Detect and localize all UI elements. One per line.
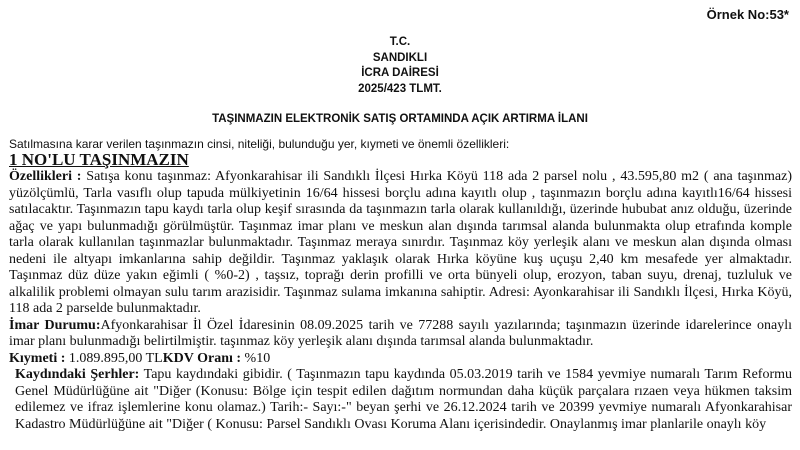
serhler-text: Tapu kaydındaki gibidir. ( Taşınmazın tapu kaydında 05.03.2019 tarih ve 1584 yevmiye numaralı Tarım Reformu Genel Müdürlüğüne ait "Diğer (Konusu: Bölge için tespit edilen dağıtım normundan daha küçük parçalara rızaen veya hükmen taksim edilemez ve ifraz işlemlerine konu olamaz.) Tarih:- Sayı:-" beyan şerhi ve 26.12.2024 tarih ve 20399 yevmiye numaralı Afyonkarahisar Kadastro Müdürlüğüne ait "Diğer ( Konusu: Parsel Sandıklı Ovası Koruma Alanı içerisindedir. Onaylanmış imar planlarile onaylı köy xyxy=(15,367,792,432)
header-line-tc: T.C. xyxy=(389,36,411,48)
header-line-file-number: 2025/423 TLMT. xyxy=(358,82,442,95)
document-body xyxy=(9,169,792,433)
kiymeti-value: 1.089.895,00 TL xyxy=(65,350,163,366)
kiymeti-paragraph xyxy=(9,351,792,368)
ozellikleri-paragraph xyxy=(9,169,792,318)
header-line-district: SANDIKLI xyxy=(372,51,428,64)
serhler-paragraph xyxy=(9,367,792,433)
header-line-office: İCRA DAİRESİ xyxy=(361,67,439,79)
kdv-label: KDV Oranı : xyxy=(162,350,242,366)
sample-number: Örnek No:53* xyxy=(706,7,789,22)
kiymeti-label: Kıymeti : xyxy=(9,350,66,366)
document-title: TAŞINMAZIN ELEKTRONİK SATIŞ ORTAMINDA AÇIK ARTIRMA İLANI xyxy=(212,113,588,125)
court-header xyxy=(0,35,800,97)
imar-paragraph xyxy=(9,318,792,351)
imar-text: Afyonkarahisar İl Özel İdaresinin 08.09.2025 tarih ve 77288 sayılı yazılarında; taşınmazın üzerinde idarelerince onaylı imar planı bulunmadığı belirtilmiştir. taşınmaz köy yerleşik alanı dışında tarımsal alanda bulunmaktadır. xyxy=(9,317,793,349)
imar-label: İmar Durumu: xyxy=(9,317,101,333)
intro-text: Satılmasına karar verilen taşınmazın cinsi, niteliği, bulunduğu yer, kıymeti ve önemli özellikleri: xyxy=(9,137,510,151)
kdv-value: %10 xyxy=(241,350,271,366)
serhler-label: Kaydındaki Şerhler: xyxy=(15,367,140,382)
ozellikleri-text: Satışa konu taşınmaz: Afyonkarahisar ili Sandıklı İlçesi Hırka Köyü 118 ada 2 parsel nolu , 43.595,80 m2 ( ana taşınmaz) yüzölçümlü, Tarla vasıflı olup tapuda mülkiyetinin 16/64 hissesi borçlu adına kayıtlı olup , taşınmazın borçlu adına kayıtlı16/64 hissesi satılacaktır. Taşınmazın tapu kaydı tarla olup keşif sırasında da taşınmazın tarla olarak kullanıldığı, üzerinde hububat anız olduğu, üzerinde ağaç ve yapı bulunmadığı görülmüştür. Taşınmaz imar planı ve meskun alan dışında tarımsal alanda bulunmakta olup etrafında komple tarla olarak kullanılan taşınmazlar bulunmaktadır. Taşınmaz meraya sınırdır. Taşınmaz köy yerleşik alanı ve meskun alan dışında olması nedeni ile altyapı imkanlarına sahip değildir. Taşınmaz yaklaşık olarak Hırka köyüne kuş uçuşu 2,40 km mesafede yer almaktadır. Taşınmaz düz düze yakın eğimli ( %0-2) , taşsız, toprağı derin profilli ve orta bünyeli olup, erozyon, taban suyu, drenaj, tuzluluk ve alkalilik problemi olmayan sulu tarım arazisidir. Taşınmaz sulama imkanına sahiptir. Adresi: Ayonkarahisar ili Sandıklı İlçesi, Hırka Köyü, 118 ada 2 parselde bulunmaktadır. xyxy=(9,169,792,316)
section-heading: 1 NO'LU TAŞINMAZIN xyxy=(9,150,189,169)
ozellikleri-label: Özellikleri : xyxy=(9,169,82,184)
